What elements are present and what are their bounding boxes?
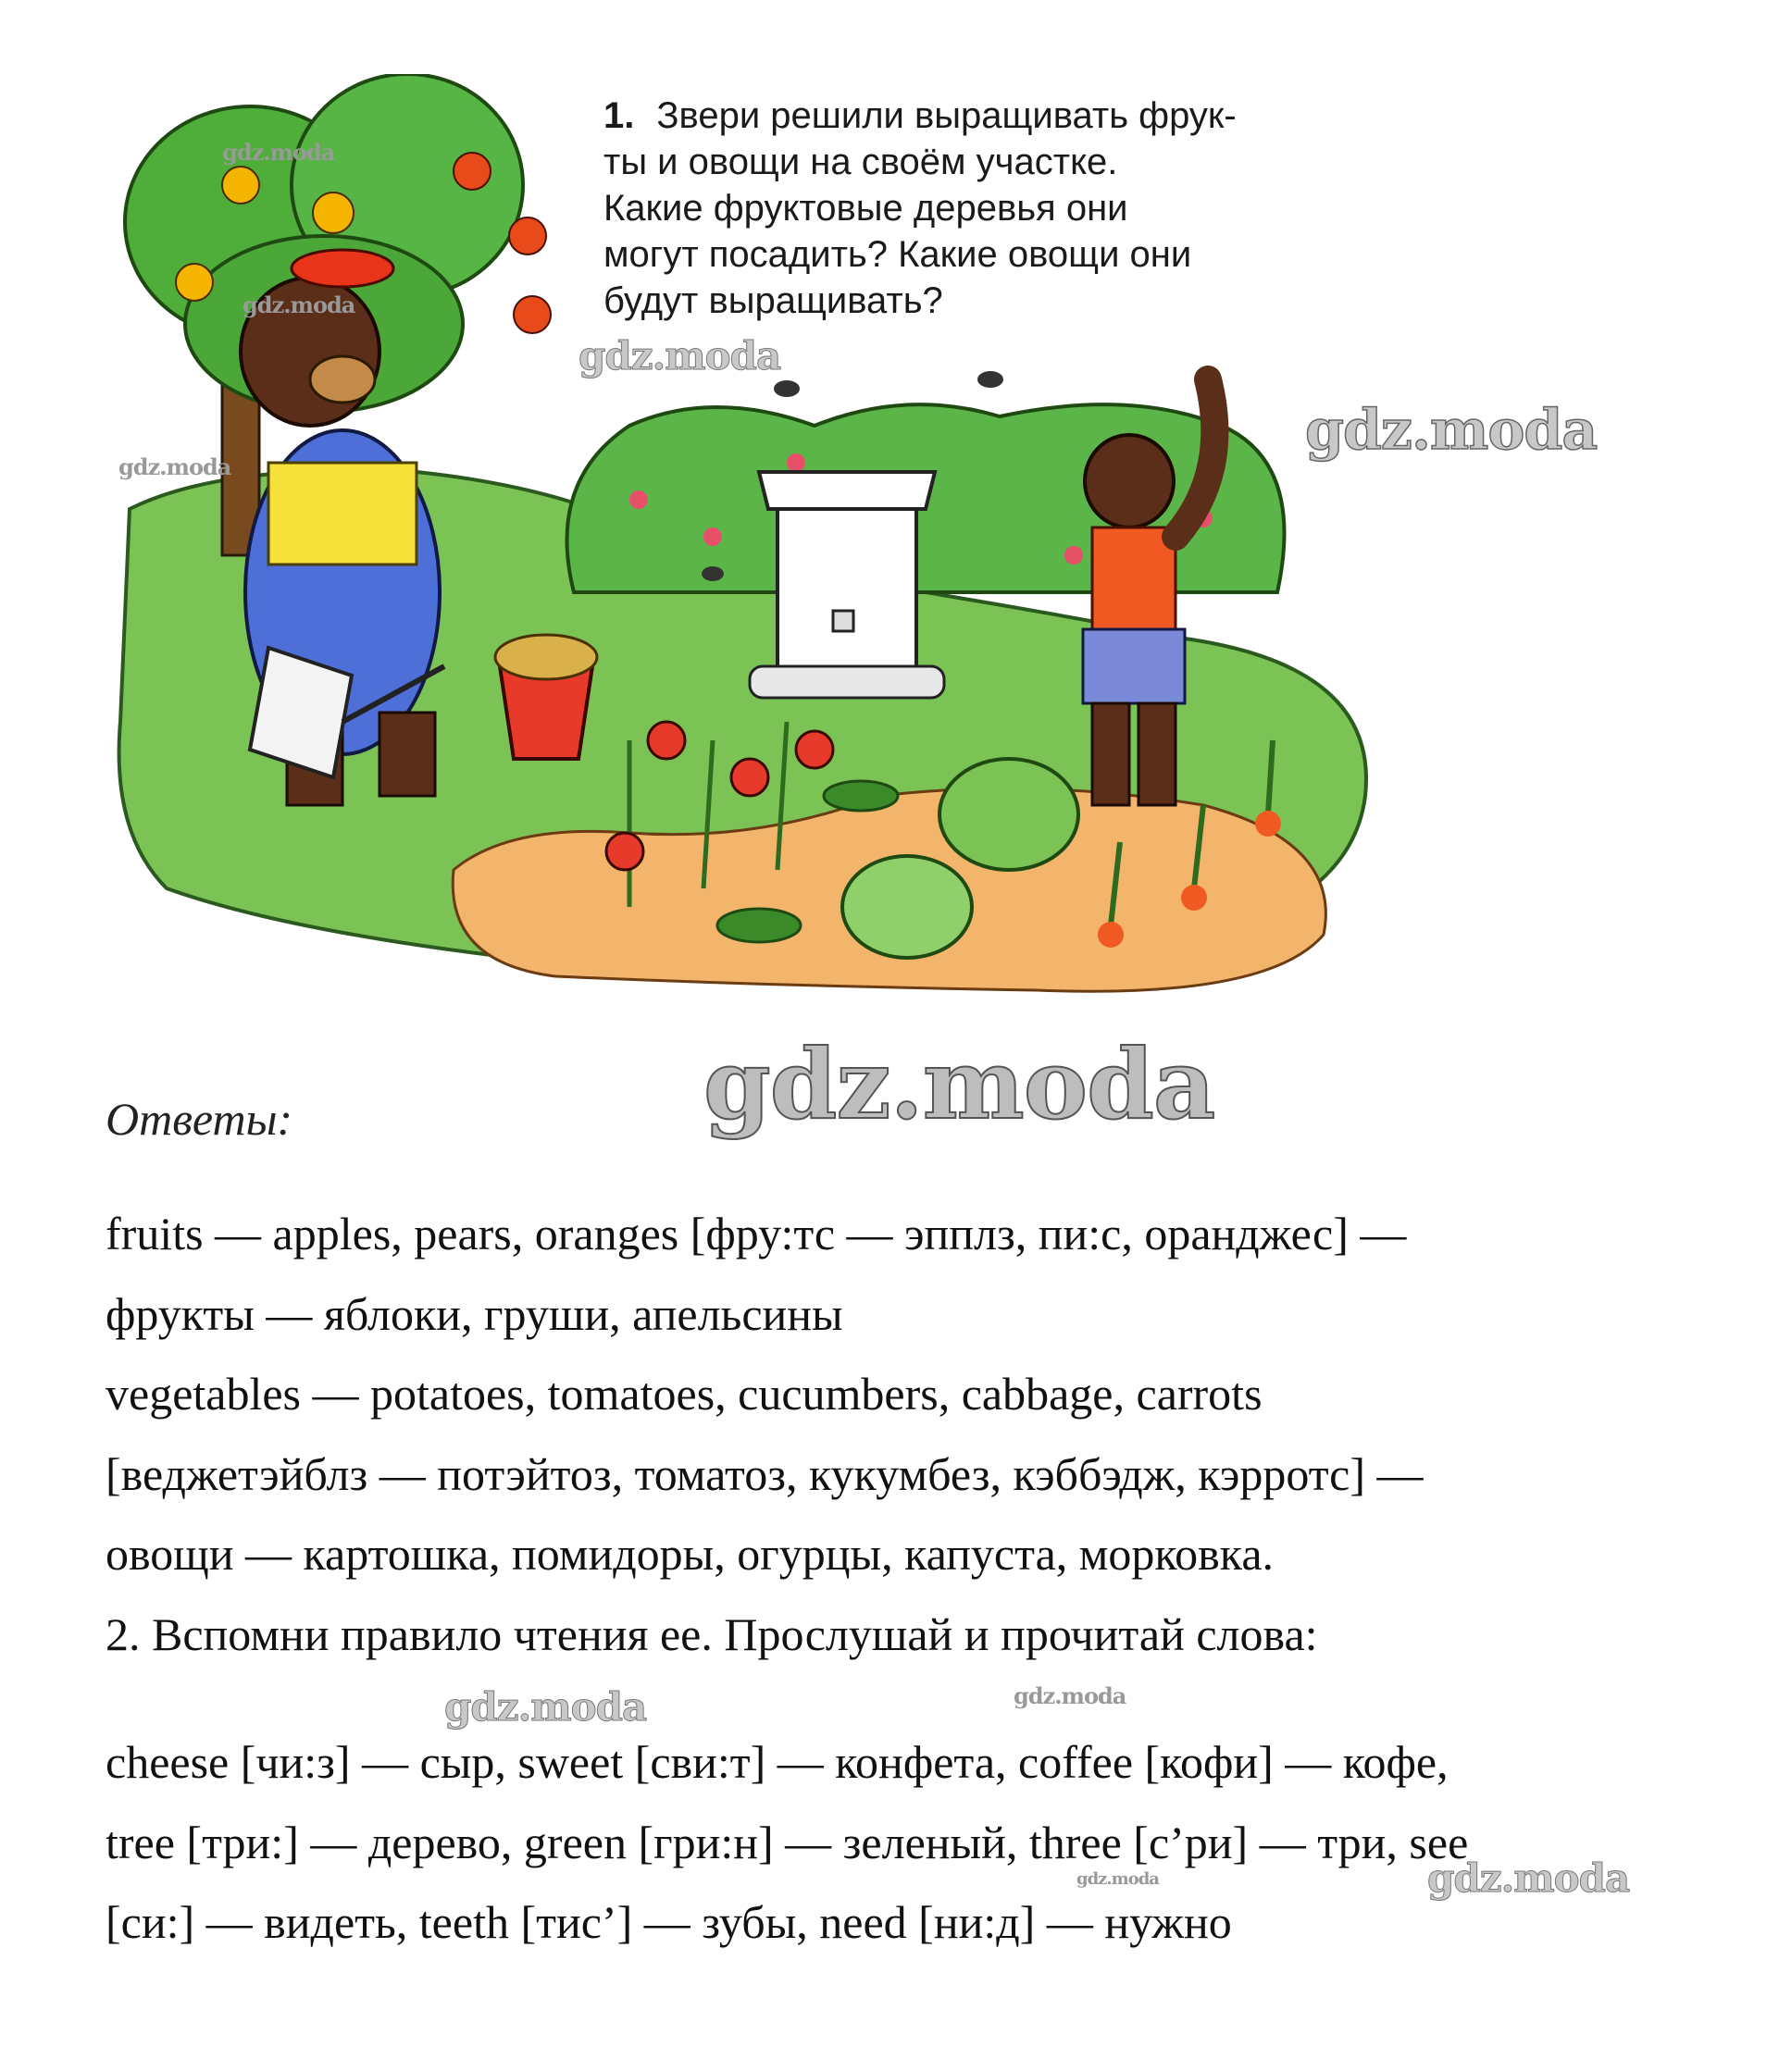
- answer-line: cheese [чи:з] — сыр, sweet [сви:т] — конфета, coffee [кофи] — кофе,: [106, 1736, 1449, 1788]
- answer-line: tree [три:] — дерево, green [гри:н] — зеленый, three [с’ри] — три, see: [106, 1816, 1469, 1868]
- answers-heading: Ответы:: [106, 1093, 293, 1145]
- watermark: gdz.moda: [243, 292, 355, 318]
- answer-line: 2. Вспомни правило чтения ее. Прослушай и прочитай слова:: [106, 1607, 1318, 1660]
- watermark: gdz.moda: [1076, 1869, 1159, 1889]
- watermark: gdz.moda: [578, 333, 781, 378]
- beehive: [750, 472, 944, 698]
- answer-line: фрукты — яблоки, груши, апельсины: [106, 1287, 843, 1340]
- answer-line: fruits — apples, pears, oranges [фру:тс — эпплз, пи:с, оранджес] —: [106, 1208, 1407, 1259]
- bucket-of-potatoes: [495, 635, 597, 759]
- watermark: gdz.moda: [1305, 398, 1598, 463]
- answer-line: овощи — картошка, помидоры, огурцы, капуста, морковка.: [106, 1528, 1275, 1580]
- answers-body: [106, 1194, 1698, 1963]
- exercise-line: Какие фруктовые деревья они: [603, 188, 1128, 229]
- exercise-line: ты и овощи на своём участке.: [603, 142, 1118, 182]
- exercise-1: [603, 93, 1381, 324]
- watermark: gdz.moda: [1427, 1855, 1630, 1901]
- watermark: gdz.moda: [1014, 1682, 1126, 1709]
- watermark: gdz.moda: [444, 1684, 647, 1730]
- exercise-line: будут выращивать?: [603, 280, 943, 321]
- exercise-line: могут посадить? Какие овощи они: [603, 234, 1192, 275]
- exercise-number: 1.: [603, 95, 635, 136]
- answer-line: [веджетэйблз — потэйтоз, томатоз, кукумбез, кэббэдж, кэрротс] —: [106, 1447, 1424, 1500]
- answer-line: [си:] — видеть, teeth [тис’] — зубы, need [ни:д] — нужно: [106, 1896, 1232, 1948]
- answer-line: vegetables — potatoes, tomatoes, cucumbers, cabbage, carrots: [106, 1368, 1263, 1420]
- watermark: gdz.moda: [118, 453, 231, 480]
- exercise-line: Звери решили выращивать фрук-: [656, 95, 1237, 136]
- watermark: gdz.moda: [703, 1027, 1215, 1141]
- watermark: gdz.moda: [222, 139, 335, 166]
